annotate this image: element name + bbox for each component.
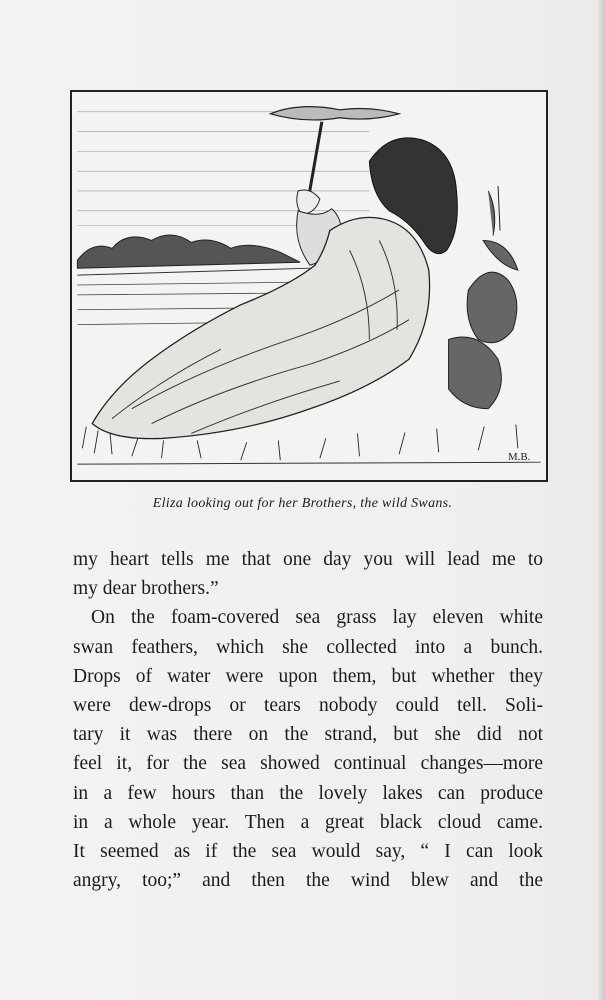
text-line: swan feathers, which she collected into a bunch. <box>73 636 543 658</box>
monogram: M.B. <box>507 451 531 464</box>
illustration <box>70 90 548 482</box>
text-line: in a whole year. Then a great black cloud came. <box>73 811 543 833</box>
text-line: On the foam-covered sea grass lay eleven white <box>91 607 543 629</box>
text-line: feel it, for the sea showed continual changes—more <box>73 753 543 775</box>
text-line: my heart tells me that one day you will lead me to <box>73 549 543 570</box>
text-line: tary it was there on the strand, but she did not <box>73 724 543 746</box>
text-line: It seemed as if the sea would say, “ I can look <box>73 841 543 863</box>
text-line: Drops of water were upon them, but whether they <box>73 665 543 687</box>
illustration-drawing <box>72 92 546 480</box>
body-text <box>73 545 543 895</box>
text-line: in a few hours than the lovely lakes can produce <box>73 782 543 804</box>
text-line: angry, too;” and then the wind blew and the <box>73 870 543 892</box>
figure-caption: Eliza looking out for her Brothers, the wild Swans. <box>152 496 453 511</box>
text-line: were dew-drops or tears nobody could tell. Soli- <box>73 695 543 717</box>
text-line: my dear brothers.” <box>73 578 219 600</box>
